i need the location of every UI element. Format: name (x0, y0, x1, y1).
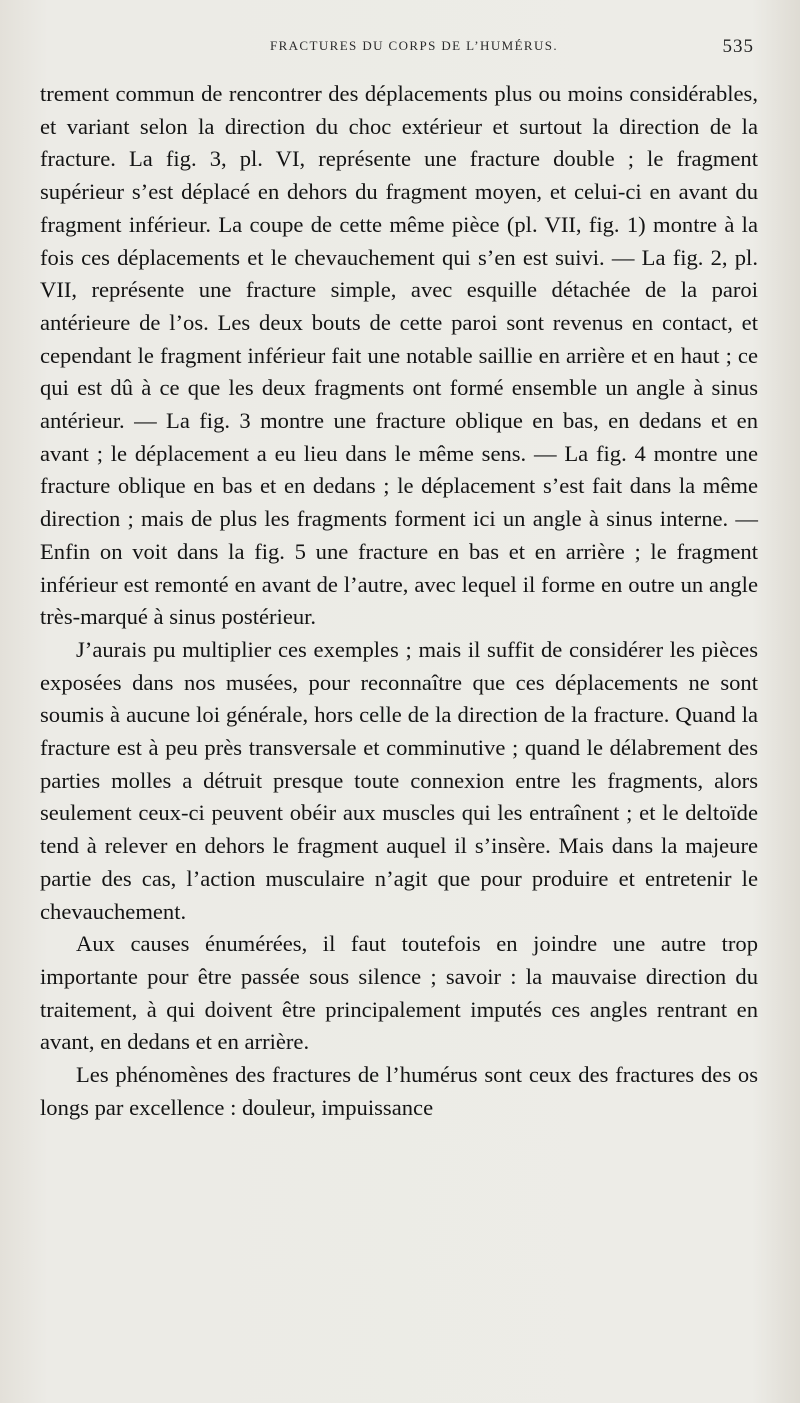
paragraph-examples: J’aurais pu multiplier ces exemples ; mais il suffit de considérer les pièces exposées dans nos musées, pour reconnaître que ces déplacements ne sont soumis à aucune loi générale, hors celle de la direction de la fracture. Quand la fracture est à peu près transversale et comminutive ; quand le délabrement des parties molles a détruit presque toute connexion entre les fragments, alors seulement ceux-ci peuvent obéir aux muscles qui les entraînent ; et le deltoïde tend à relever en dehors le fragment auquel il s’insère. Mais dans la majeure partie des cas, l’action musculaire n’agit que pour produire et entretenir le chevauchement. (40, 636, 758, 924)
running-head (38, 38, 754, 62)
body-text (40, 78, 758, 1125)
running-title: FRACTURES DU CORPS DE L’HUMÉRUS. (269, 38, 559, 53)
paragraph-causes: Aux causes énumérées, il faut toutefois en joindre une autre trop importante pour être passée sous silence ; savoir : la mauvaise direction du traitement, à qui doivent être principalement imputés ces angles rentrant en avant, en dedans et en arrière. (40, 931, 758, 1055)
paragraph-phenomena: Les phénomènes des fractures de l’humérus sont ceux des fractures des os longs par excellence : douleur, impuissance (40, 1062, 758, 1120)
page-number: 535 (722, 36, 754, 57)
paragraph-continuation: trement commun de rencontrer des déplacements plus ou moins considérables, et variant selon la direction du choc extérieur et surtout la direction de la fracture. La fig. 3, pl. VI, représente une fracture double ; le fragment supérieur s’est déplacé en dehors du fragment moyen, et celui-ci en avant du fragment inférieur. La coupe de cette même pièce (pl. VII, fig. 1) montre à la fois ces déplacements et le chevauchement qui s’en est suivi. — La fig. 2, pl. VII, représente une fracture simple, avec esquille détachée de la paroi antérieure de l’os. Les deux bouts de cette paroi sont revenus en contact, et cependant le fragment inférieur fait une notable saillie en arrière et en haut ; ce qui est dû à ce que les deux fragments ont formé ensemble un angle à sinus antérieur. — La fig. 3 montre une fracture oblique en bas, en dedans et en avant ; le déplacement a eu lieu dans le même sens. — La fig. 4 montre une fracture oblique en bas et en dedans ; le déplacement s’est fait dans la même direction ; mais de plus les fragments forment ici un angle à sinus interne. — Enfin on voit dans la fig. 5 une fracture en bas et en arrière ; le fragment inférieur est remonté en avant de l’autre, avec lequel il forme en outre un angle très-marqué à sinus postérieur. (40, 81, 758, 630)
